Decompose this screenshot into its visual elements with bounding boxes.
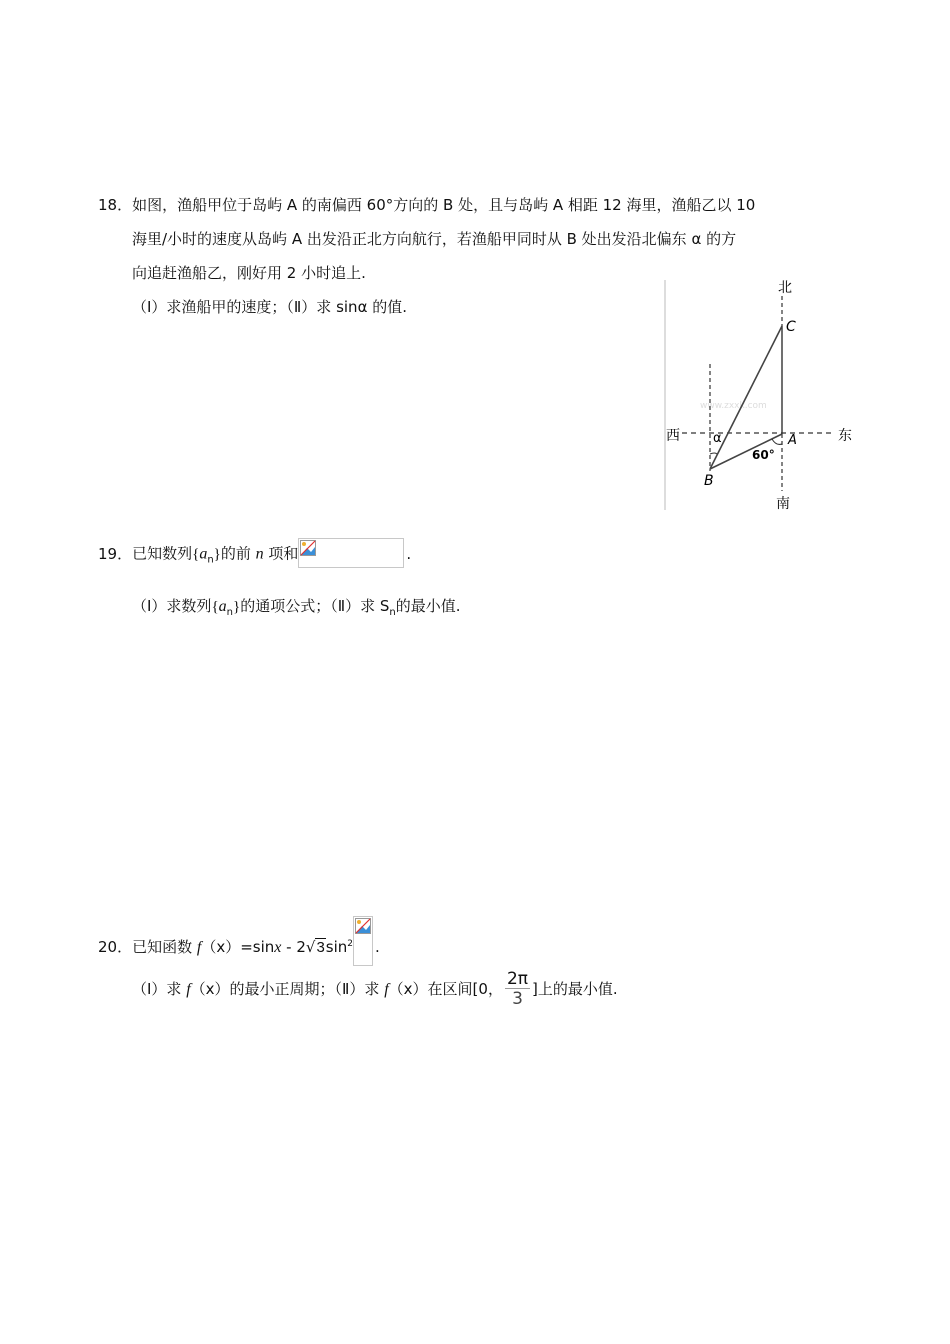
q18-line2: 海里/小时的速度从岛屿 A 出发沿正北方向航行，若渔船甲同时从 B 处出发沿北偏东 α 的方	[132, 230, 737, 248]
label-b: B	[704, 473, 714, 489]
q18-parts: （Ⅰ）求渔船甲的速度；（Ⅱ）求 sinα 的值.	[132, 298, 407, 316]
seq-brace-open: {	[192, 546, 200, 563]
q20-line1	[98, 916, 380, 966]
label-north: 北	[778, 280, 792, 296]
image-placeholder-icon	[300, 540, 316, 556]
q18-diagram	[660, 276, 860, 516]
q20-part1: （Ⅰ）求	[132, 980, 187, 998]
q20-part2c: ]上的最小值.	[532, 980, 618, 998]
q20-text-pre: 已知函数	[132, 938, 197, 956]
seq-a-2: a	[218, 598, 227, 615]
seq-sub-2: n	[226, 607, 233, 618]
q20-paren-x: （x）	[201, 938, 241, 956]
q18-line1	[98, 195, 755, 215]
fraction-2pi-3	[505, 970, 530, 1009]
seq-a: a	[199, 545, 208, 563]
seq-sub: n	[207, 554, 214, 566]
q20-number: 20．	[98, 938, 133, 956]
label-a: A	[788, 433, 797, 448]
q20-minus: ‑ 2	[281, 938, 306, 956]
q20-sup2: 2	[347, 939, 354, 949]
q20-eq: =sin	[240, 938, 275, 956]
label-east: 东	[838, 428, 852, 444]
q19-n: n	[255, 545, 264, 563]
q19-parts	[132, 596, 461, 623]
label-west: 西	[666, 428, 680, 444]
q20-parts	[132, 970, 618, 1009]
broken-image-icon	[298, 538, 404, 568]
q20-paren-x-3: （x）	[388, 980, 428, 998]
q19-part1-post: 的通项公式；（Ⅱ）求 S	[240, 597, 390, 615]
label-60deg: 60°	[752, 448, 775, 462]
q20-f-2: f	[186, 981, 191, 998]
sqrt-symbol: √3	[305, 938, 325, 956]
q19-text-post: 项和	[263, 544, 299, 563]
label-south: 南	[776, 496, 790, 512]
q20-paren-x-2: （x）	[190, 980, 230, 998]
q19-part2-post: 的最小值.	[395, 597, 461, 615]
label-alpha: α	[713, 431, 722, 446]
s-sub: n	[389, 607, 396, 618]
sqrt-3: 3	[316, 939, 325, 956]
q20-part1b: 的最小正周期；（Ⅱ）求	[229, 980, 385, 998]
q20-part2b: 在区间[0，	[427, 980, 503, 998]
q20-f: f	[196, 939, 202, 956]
q20-f-3: f	[384, 981, 389, 998]
frac-top: 2π	[506, 969, 529, 989]
q20-sin2: sin	[325, 938, 348, 956]
diagram-watermark: www.zxxk.com	[700, 401, 767, 411]
seq-brace-close: }	[213, 546, 221, 563]
broken-image-icon-2	[353, 916, 373, 966]
q20-end: .	[375, 938, 380, 956]
q19-number: 19．	[98, 544, 133, 563]
q18-number: 18．	[98, 196, 133, 214]
seq-brace-close-2: }	[232, 599, 241, 615]
q20-x: x	[274, 939, 282, 956]
q19-line1	[98, 540, 411, 571]
q19-text-mid: 的前	[220, 544, 256, 563]
angle-arc-a	[772, 439, 782, 444]
q19-end: .	[406, 544, 412, 563]
seq-brace-open-2: {	[211, 599, 219, 615]
q18-line3: 向追赶渔船乙，刚好用 2 小时追上.	[132, 264, 366, 282]
angle-arc-b	[710, 453, 717, 454]
q19-part1-pre: （Ⅰ）求数列	[132, 597, 212, 615]
q18-text-1: 如图，渔船甲位于岛屿 A 的南偏西 60°方向的 B 处，且与岛屿 A 相距 12 海里，渔船乙以 10	[132, 196, 756, 214]
frac-bot: 3	[512, 989, 523, 1009]
q19-text-pre: 已知数列	[132, 544, 193, 563]
label-c: C	[786, 319, 796, 335]
image-placeholder-icon-2	[355, 918, 371, 934]
